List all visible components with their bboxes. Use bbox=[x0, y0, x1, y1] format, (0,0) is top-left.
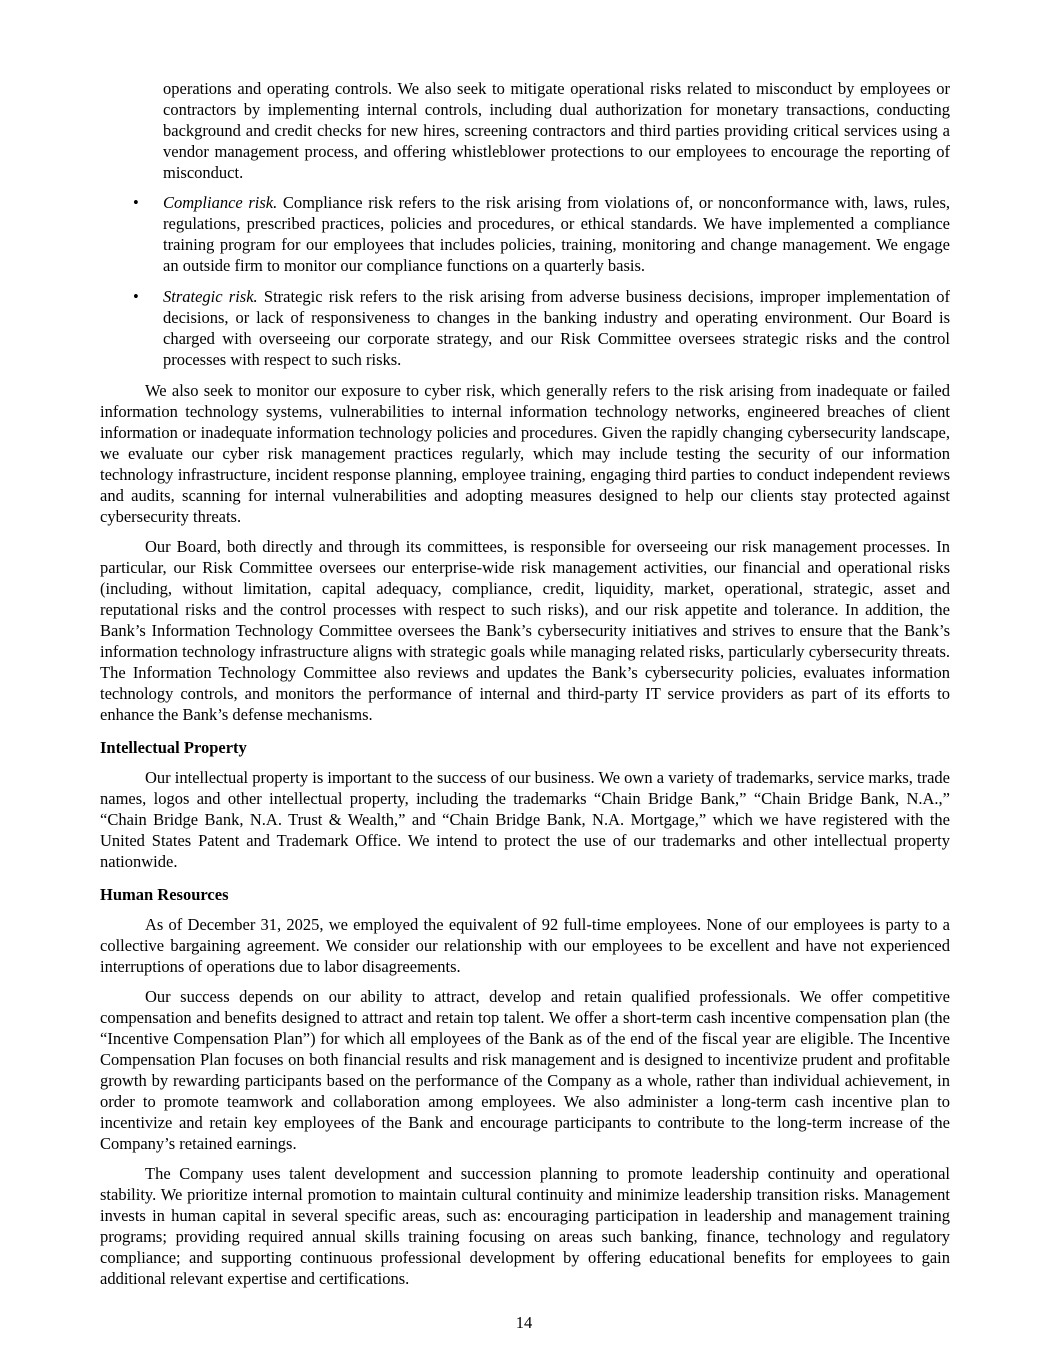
paragraph-hr-compensation: Our success depends on our ability to attract, develop and retain qualified professionals. We offer competitive compensation and benefits designed to attract and retain top talent. We offer a short-term cash incentive compensation plan (the “Incentive Compensation Plan”) for which all employees of the Bank as of the end of the fiscal year are eligible. The Incentive Compensation Plan focuses on both financial results and risk management and is designed to incentivize prudent and profitable growth by rewarding participants based on the performance of the Company as a whole, rather than individual achievement, in order to promote teamwork and collaboration among employees. We also administer a long-term cash incentive plan to incentivize and retain key employees of the Bank and encourage participants to contribute to the long-term increase of the Company’s retained earnings. bbox=[100, 987, 950, 1153]
paragraph-cyber-risk: We also seek to monitor our exposure to cyber risk, which generally refers to the risk arising from inadequate or failed information technology systems, vulnerabilities to internal information technology networks, engineered breaches of client information or inadequate information technology policies and procedures. Given the rapidly changing cybersecurity landscape, we evaluate our cyber risk management practices regularly, which may include testing the security of our information technology infrastructure, incident response planning, employee training, engaging third parties to conduct independent reviews and audits, scanning for internal vulnerabilities and adopting measures designed to help our clients stay protected against cybersecurity threats. bbox=[100, 381, 950, 526]
paragraph-board-oversight: Our Board, both directly and through its committees, is responsible for overseeing our risk management processes. In particular, our Risk Committee oversees our enterprise-wide risk management activities, our financial and operational risks (including, without limitation, capital adequacy, compliance, credit, liquidity, market, operational, strategic, asset and reputational risks and the control processes with respect to such risks), and our risk appetite and tolerance. In addition, the Bank’s Information Technology Committee oversees the Bank’s cybersecurity initiatives and strives to ensure that the Bank’s information technology infrastructure aligns with strategic goals while managing related risks, particularly cybersecurity threats. The Information Technology Committee also reviews and updates the Bank’s cybersecurity policies, evaluates information technology controls, and monitors the performance of internal and third-party IT service providers as part of its efforts to enhance the Bank’s defense mechanisms. bbox=[100, 537, 950, 724]
section-heading-intellectual-property: Intellectual Property bbox=[100, 738, 247, 757]
bullet-icon: • bbox=[133, 193, 139, 212]
bullet-icon: • bbox=[133, 287, 139, 306]
paragraph-intellectual-property: Our intellectual property is important to the success of our business. We own a variety of trademarks, service marks, trade names, logos and other intellectual property, including the trademarks “Chain Bridge Bank,” “Chain Bridge Bank, N.A.,” “Chain Bridge Bank, N.A. Trust & Wealth,” and “Chain Bridge Bank, N.A. Mortgage,” which we have registered with the United States Patent and Trademark Office. We intend to protect the use of our trademarks and other intellectual property nationwide. bbox=[100, 768, 950, 871]
page-number: 14 bbox=[515, 1313, 533, 1332]
bullet-item-strategic-risk bbox=[100, 286, 950, 370]
bullet-term-compliance-risk: Compliance risk. bbox=[163, 193, 278, 212]
bullet-item-compliance-risk bbox=[100, 192, 950, 276]
paragraph-hr-talent-development: The Company uses talent development and succession planning to promote leadership continuity and operational stability. We prioritize internal promotion to maintain cultural continuity and minimize leadership transition risks. Management invests in human capital in several specific areas, such as: encouraging participation in leadership and management training programs; providing required annual skills training focusing on areas such banking, finance, technology and regulatory compliance; and supporting continuous professional development by offering educational benefits for employees to gain additional relevant expertise and certifications. bbox=[100, 1164, 950, 1288]
section-heading-human-resources: Human Resources bbox=[100, 885, 229, 904]
bullet-term-strategic-risk: Strategic risk. bbox=[163, 287, 258, 306]
paragraph-hr-employees: As of December 31, 2025, we employed the equivalent of 92 full-time employees. None of our employees is party to a collective bargaining agreement. We consider our relationship with our employees to be excellent and have not experienced interruptions of operations due to labor disagreements. bbox=[100, 915, 950, 976]
bullet-text-compliance-risk: Compliance risk refers to the risk arising from violations of, or nonconformance with, laws, rules, regulations, prescribed practices, policies and procedures, or ethical standards. We have implemented a compliance training program for our employees that includes policies, training, monitoring and change management. We engage an outside firm to monitor our compliance functions on a quarterly basis. bbox=[163, 193, 950, 275]
paragraph-operational-risk-continuation: operations and operating controls. We also seek to mitigate operational risks related to misconduct by employees or contractors by implementing internal controls, including dual authorization for monetary transactions, conducting background and credit checks for new hires, screening contractors and third parties providing critical services using a vendor management process, and offering whistleblower protections to our employees to encourage the reporting of misconduct. bbox=[163, 79, 950, 182]
bullet-text-strategic-risk: Strategic risk refers to the risk arising from adverse business decisions, improper implementation of decisions, or lack of responsiveness to changes in the banking industry and operating environment. Our Board is charged with overseeing our corporate strategy, and our Risk Committee oversees strategic risks and the control processes with respect to such risks. bbox=[163, 287, 951, 369]
